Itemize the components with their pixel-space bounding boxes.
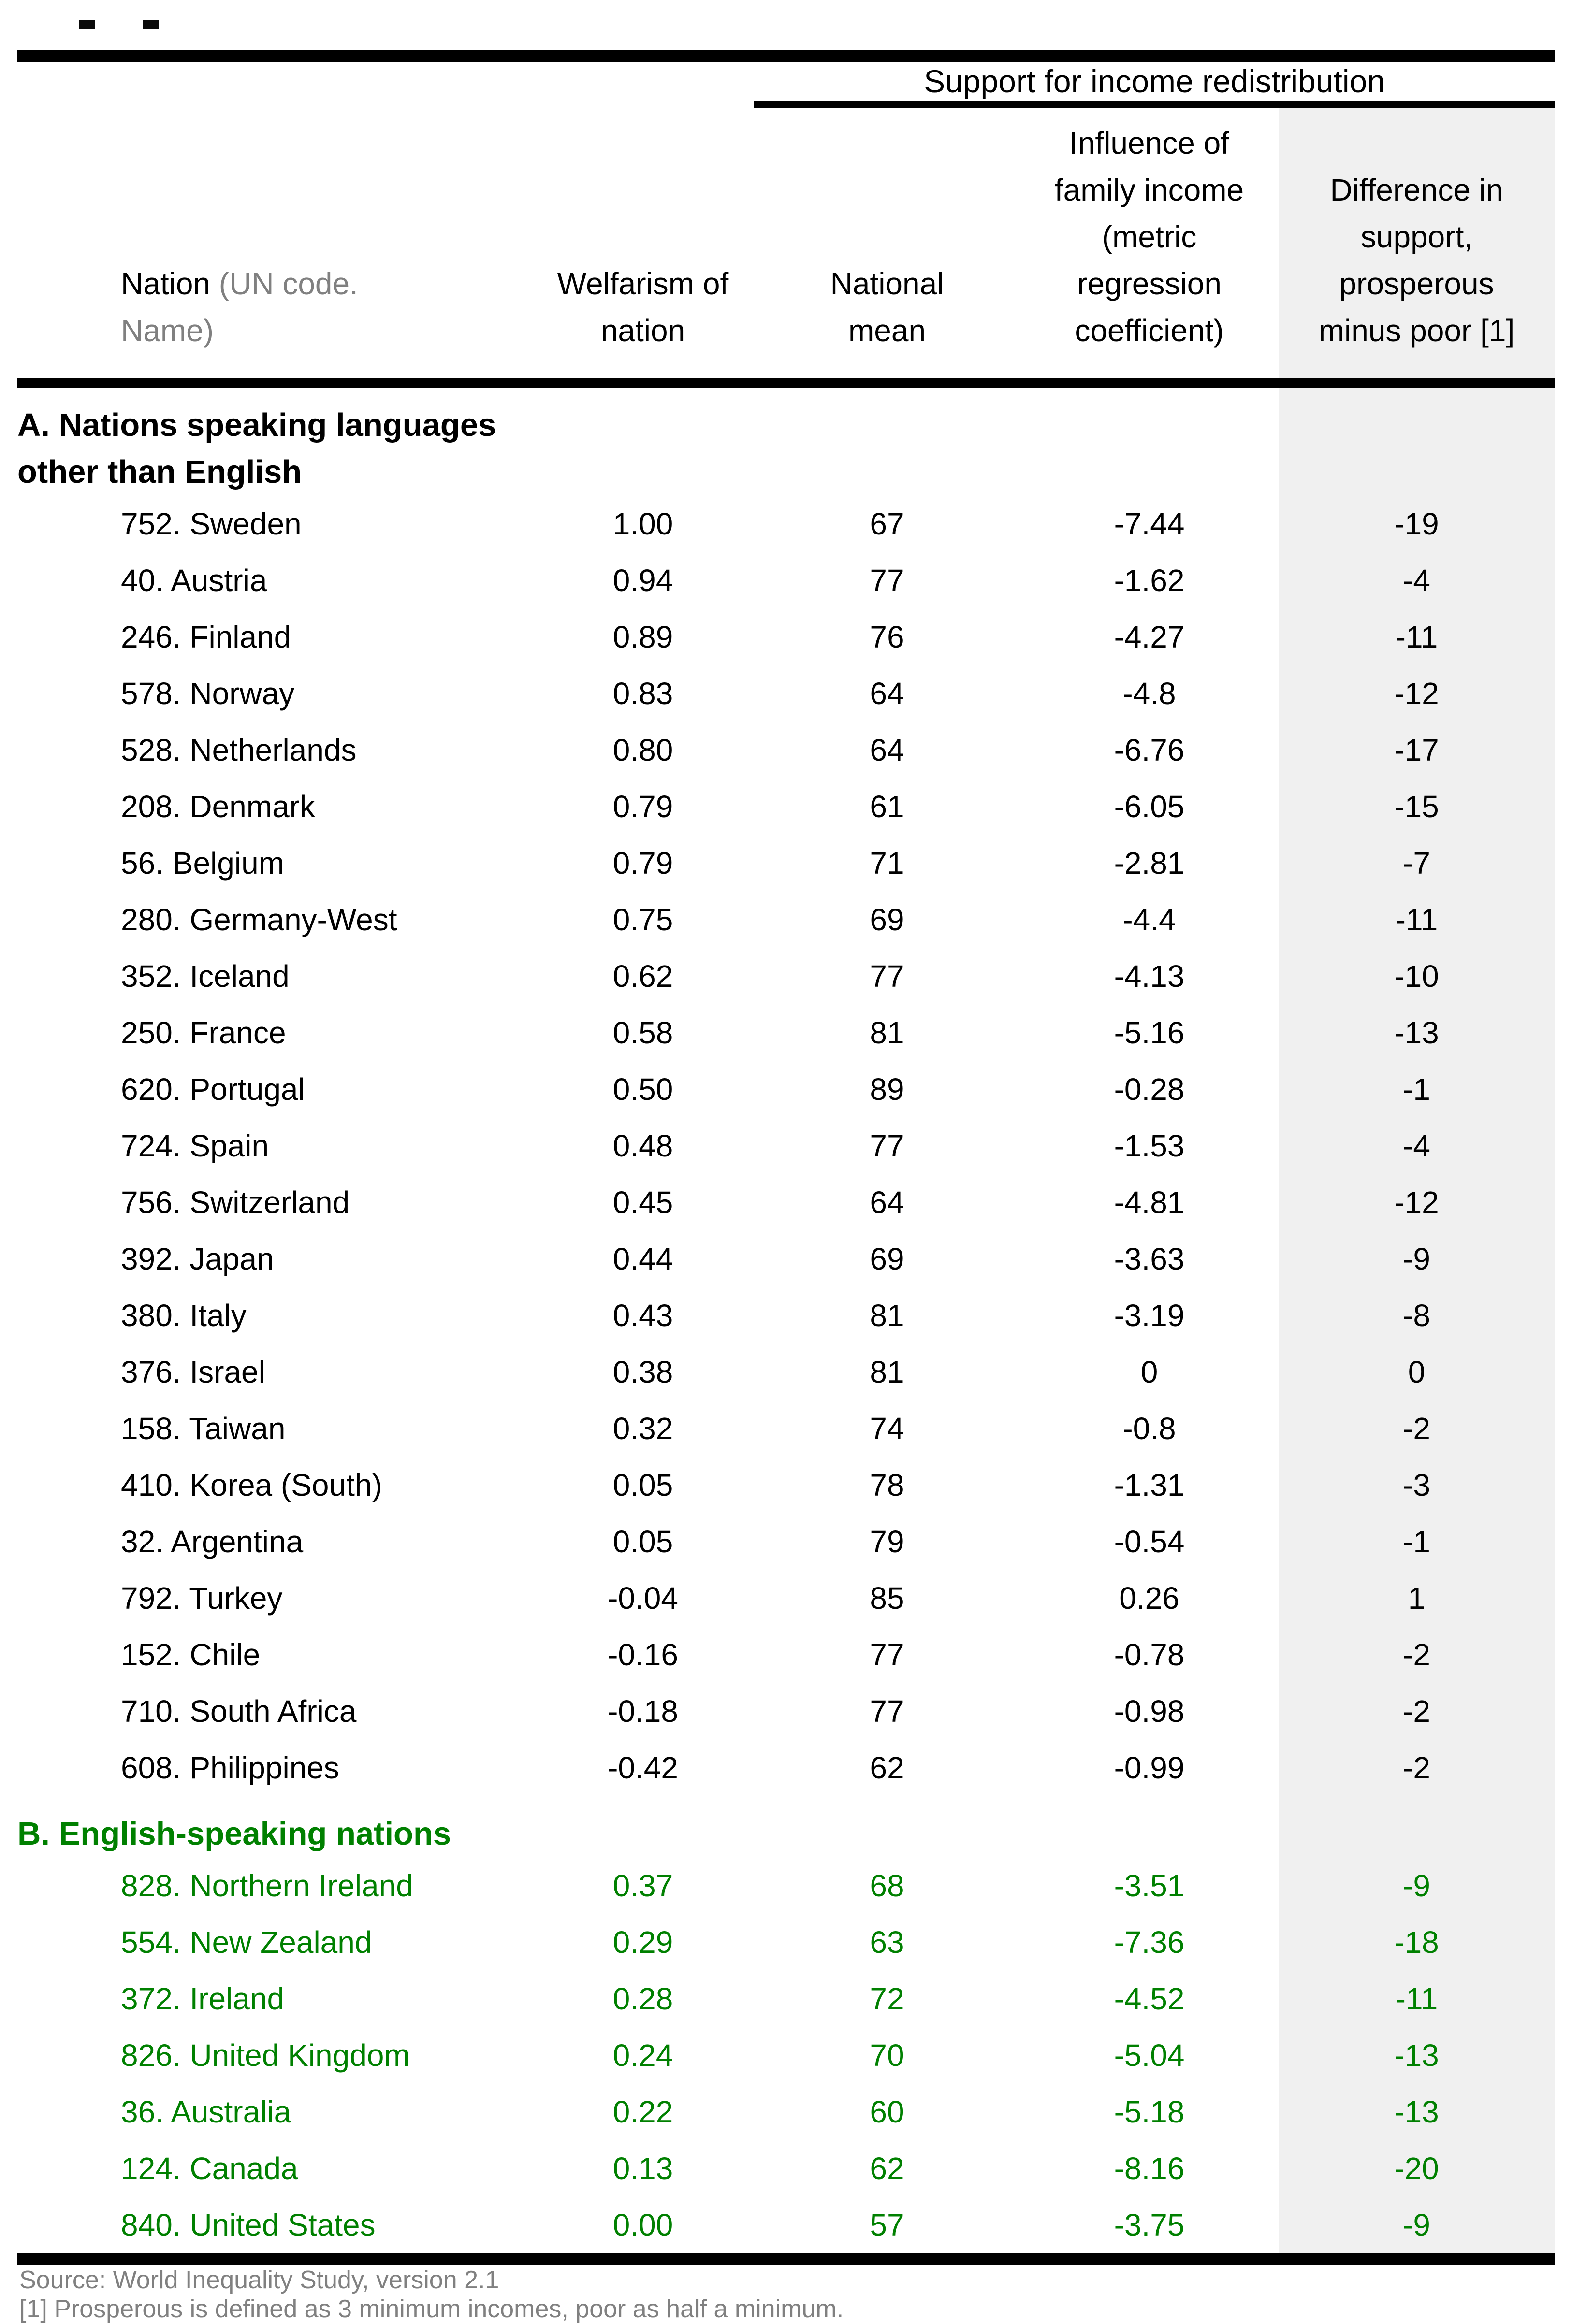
national-mean-cell: 64 (870, 676, 904, 711)
difference-cell: -12 (1394, 1184, 1439, 1220)
spanner-title: Support for income redistribution (924, 63, 1385, 99)
welfarism-cell: 0.22 (612, 2094, 673, 2129)
difference-cell: -11 (1395, 1981, 1438, 2016)
nation-cell: 756. Switzerland (121, 1184, 350, 1220)
table-row (17, 1970, 1555, 2027)
difference-cell: -10 (1394, 958, 1439, 994)
header-line: mean (848, 313, 926, 348)
national-mean-cell: 76 (870, 619, 904, 654)
welfarism-cell: 0.00 (612, 2207, 673, 2242)
nation-cell: 250. France (121, 1015, 286, 1050)
influence-cell: -5.18 (1114, 2094, 1185, 2129)
nation-cell: 158. Taiwan (121, 1411, 286, 1446)
difference-cell: -18 (1394, 1924, 1439, 1960)
welfarism-cell: 0.58 (612, 1015, 673, 1050)
section-header-a (17, 402, 1555, 495)
col-header-welfarism (532, 108, 754, 378)
national-mean-cell: 85 (870, 1580, 904, 1616)
welfarism-cell: 0.94 (612, 563, 673, 598)
table-row (17, 552, 1555, 608)
influence-cell: -8.16 (1114, 2151, 1185, 2186)
data-table (17, 50, 1555, 2265)
nation-cell: 608. Philippines (121, 1750, 339, 1785)
table-row (17, 1570, 1555, 1626)
welfarism-cell: 0.37 (612, 1868, 673, 1903)
welfarism-cell: -0.18 (608, 1693, 678, 1729)
nation-cell: 620. Portugal (121, 1071, 305, 1107)
influence-cell: -3.19 (1114, 1298, 1185, 1333)
table-row (17, 1457, 1555, 1513)
bottom-rule (17, 2253, 1555, 2265)
column-headers (17, 108, 1555, 378)
table-row (17, 495, 1555, 552)
welfarism-cell: 0.62 (612, 958, 673, 994)
influence-cell: 0.26 (1119, 1580, 1179, 1616)
national-mean-cell: 77 (870, 958, 904, 994)
influence-cell: -2.81 (1114, 845, 1185, 881)
section-header-b (17, 1810, 1555, 1857)
col-header-national-mean (754, 108, 1020, 378)
table-row (17, 2140, 1555, 2196)
welfarism-cell: 0.05 (612, 1524, 673, 1559)
nation-cell: 280. Germany-West (121, 902, 397, 937)
table-row (17, 835, 1555, 891)
col-header-nation (17, 108, 532, 378)
national-mean-cell: 62 (870, 1750, 904, 1785)
nation-header-sub2: Name) (121, 313, 214, 348)
nation-cell: 826. United Kingdom (121, 2037, 410, 2073)
welfarism-cell: -0.04 (608, 1580, 678, 1616)
influence-cell: -0.54 (1114, 1524, 1185, 1559)
welfarism-cell: 0.48 (612, 1128, 673, 1163)
welfarism-cell: 0.29 (612, 1924, 673, 1960)
national-mean-cell: 69 (870, 1241, 904, 1276)
welfarism-cell: 0.50 (612, 1071, 673, 1107)
national-mean-cell: 77 (870, 1693, 904, 1729)
difference-cell: -17 (1394, 732, 1439, 767)
influence-cell: -5.16 (1114, 1015, 1185, 1050)
header-line: Welfarism of (557, 266, 729, 301)
section-header-line: A. Nations speaking languages (17, 407, 496, 443)
nation-cell: 36. Australia (121, 2094, 291, 2129)
national-mean-cell: 57 (870, 2207, 904, 2242)
table-row (17, 1683, 1555, 1739)
header-line: prosperous (1339, 266, 1494, 301)
welfarism-cell: 0.75 (612, 902, 673, 937)
nation-cell: 376. Israel (121, 1354, 265, 1389)
welfarism-cell: 0.83 (612, 676, 673, 711)
influence-cell: 0 (1140, 1354, 1158, 1389)
nation-cell: 352. Iceland (121, 958, 290, 994)
difference-cell: -9 (1403, 1241, 1430, 1276)
national-mean-cell: 72 (870, 1981, 904, 2016)
difference-cell: -7 (1403, 845, 1430, 881)
national-mean-cell: 74 (870, 1411, 904, 1446)
nation-cell: 392. Japan (121, 1241, 274, 1276)
welfarism-cell: 0.32 (612, 1411, 673, 1446)
national-mean-cell: 69 (870, 902, 904, 937)
difference-cell: 0 (1408, 1354, 1426, 1389)
influence-cell: -0.78 (1114, 1637, 1185, 1672)
nation-cell: 554. New Zealand (121, 1924, 372, 1960)
influence-cell: -4.8 (1122, 676, 1176, 711)
welfarism-cell: 0.79 (612, 845, 673, 881)
header-line: support, (1360, 219, 1473, 254)
influence-cell: -1.62 (1114, 563, 1185, 598)
col-header-difference (1279, 108, 1555, 378)
table-row (17, 2196, 1555, 2253)
influence-cell: -0.8 (1122, 1411, 1176, 1446)
welfarism-cell: 0.79 (612, 789, 673, 824)
header-line: family income (1054, 173, 1244, 207)
nation-header-main: Nation (121, 266, 210, 301)
header-rule (17, 378, 1555, 388)
footnote: [1] Prosperous is defined as 3 minimum incomes, poor as half a minimum. (19, 2295, 844, 2323)
difference-cell: -9 (1403, 1868, 1430, 1903)
nation-cell: 724. Spain (121, 1128, 269, 1163)
welfarism-cell: 0.45 (612, 1184, 673, 1220)
source-note: Source: World Inequality Study, version 2.1 (19, 2266, 499, 2294)
influence-cell: -6.76 (1114, 732, 1185, 767)
nation-cell: 56. Belgium (121, 845, 284, 881)
section-header-line: B. English-speaking nations (17, 1816, 451, 1852)
influence-cell: -7.36 (1114, 1924, 1185, 1960)
national-mean-cell: 70 (870, 2037, 904, 2073)
table-row (17, 1174, 1555, 1230)
table-row (17, 1739, 1555, 1796)
footer (19, 2266, 844, 2324)
top-rule (17, 50, 1555, 62)
national-mean-cell: 81 (870, 1298, 904, 1333)
table-row (17, 1343, 1555, 1400)
difference-cell: -4 (1403, 563, 1430, 598)
table-row (17, 722, 1555, 778)
national-mean-cell: 67 (870, 506, 904, 541)
national-mean-cell: 71 (870, 845, 904, 881)
welfarism-cell: 0.38 (612, 1354, 673, 1389)
welfarism-cell: -0.42 (608, 1750, 678, 1785)
difference-cell: -20 (1394, 2151, 1439, 2186)
header-line: minus poor [1] (1318, 313, 1515, 348)
table-row (17, 1626, 1555, 1683)
nation-cell: 710. South Africa (121, 1693, 357, 1729)
influence-cell: -3.63 (1114, 1241, 1185, 1276)
table-row (17, 2083, 1555, 2140)
welfarism-cell: 0.24 (612, 2037, 673, 2073)
table-row (17, 1914, 1555, 1970)
influence-cell: -0.99 (1114, 1750, 1185, 1785)
welfarism-cell: 0.05 (612, 1467, 673, 1502)
welfarism-cell: -0.16 (608, 1637, 678, 1672)
national-mean-cell: 78 (870, 1467, 904, 1502)
difference-cell: -1 (1403, 1071, 1430, 1107)
cropped-text-remnant (79, 20, 95, 29)
nation-cell: 828. Northern Ireland (121, 1868, 413, 1903)
national-mean-cell: 77 (870, 563, 904, 598)
nation-cell: 208. Denmark (121, 789, 315, 824)
nation-cell: 752. Sweden (121, 506, 302, 541)
difference-cell: -8 (1403, 1298, 1430, 1333)
header-line: coefficient) (1075, 313, 1224, 348)
table-body (17, 402, 1555, 2253)
welfarism-cell: 0.44 (612, 1241, 673, 1276)
table-row (17, 608, 1555, 665)
difference-cell: -4 (1403, 1128, 1430, 1163)
difference-cell: -12 (1394, 676, 1439, 711)
influence-cell: -4.13 (1114, 958, 1185, 994)
national-mean-cell: 77 (870, 1128, 904, 1163)
influence-cell: -0.98 (1114, 1693, 1185, 1729)
difference-cell: -13 (1394, 2094, 1439, 2129)
national-mean-cell: 62 (870, 2151, 904, 2186)
table-row (17, 948, 1555, 1004)
nation-cell: 124. Canada (121, 2151, 298, 2186)
header-line: (metric (1102, 219, 1197, 254)
influence-cell: -4.81 (1114, 1184, 1185, 1220)
difference-cell: -2 (1403, 1693, 1430, 1729)
header-line: regression (1077, 266, 1222, 301)
welfarism-cell: 1.00 (612, 506, 673, 541)
welfarism-cell: 0.28 (612, 1981, 673, 2016)
influence-cell: -6.05 (1114, 789, 1185, 824)
table-row (17, 1004, 1555, 1061)
col-header-influence (1020, 108, 1279, 378)
national-mean-cell: 60 (870, 2094, 904, 2129)
nation-cell: 372. Ireland (121, 1981, 285, 2016)
welfarism-cell: 0.43 (612, 1298, 673, 1333)
spanner-rule (754, 101, 1555, 108)
difference-cell: -2 (1403, 1411, 1430, 1446)
national-mean-cell: 64 (870, 1184, 904, 1220)
welfarism-cell: 0.80 (612, 732, 673, 767)
difference-cell: -2 (1403, 1750, 1430, 1785)
national-mean-cell: 63 (870, 1924, 904, 1960)
table-row (17, 2027, 1555, 2083)
spanner-header (754, 62, 1555, 101)
difference-cell: -9 (1403, 2207, 1430, 2242)
difference-cell: -13 (1394, 2037, 1439, 2073)
influence-cell: -1.53 (1114, 1128, 1185, 1163)
influence-cell: -3.51 (1114, 1868, 1185, 1903)
header-line: National (830, 266, 944, 301)
difference-cell: -11 (1395, 619, 1438, 654)
nation-cell: 528. Netherlands (121, 732, 357, 767)
cropped-text-remnant (143, 20, 159, 29)
influence-cell: -5.04 (1114, 2037, 1185, 2073)
national-mean-cell: 79 (870, 1524, 904, 1559)
nation-cell: 246. Finland (121, 619, 291, 654)
difference-cell: -3 (1403, 1467, 1430, 1502)
nation-cell: 40. Austria (121, 563, 267, 598)
influence-cell: -4.4 (1122, 902, 1176, 937)
nation-header-line1 (121, 260, 358, 307)
nation-cell: 410. Korea (South) (121, 1467, 382, 1502)
table-row (17, 1230, 1555, 1287)
influence-cell: -4.52 (1114, 1981, 1185, 2016)
header-line: nation (600, 313, 685, 348)
difference-cell: -1 (1403, 1524, 1430, 1559)
nation-header-sub1: (UN code. (218, 266, 358, 301)
national-mean-cell: 89 (870, 1071, 904, 1107)
nation-cell: 32. Argentina (121, 1524, 304, 1559)
table-row (17, 778, 1555, 835)
table-row (17, 1287, 1555, 1343)
influence-cell: -3.75 (1114, 2207, 1185, 2242)
table-row (17, 1400, 1555, 1457)
difference-cell: -19 (1394, 506, 1439, 541)
difference-cell: -2 (1403, 1637, 1430, 1672)
difference-cell: -13 (1394, 1015, 1439, 1050)
welfarism-cell: 0.13 (612, 2151, 673, 2186)
difference-cell: -11 (1395, 902, 1438, 937)
nation-cell: 578. Norway (121, 676, 295, 711)
national-mean-cell: 81 (870, 1015, 904, 1050)
national-mean-cell: 61 (870, 789, 904, 824)
influence-cell: -0.28 (1114, 1071, 1185, 1107)
table-row (17, 1513, 1555, 1570)
welfarism-cell: 0.89 (612, 619, 673, 654)
difference-cell: 1 (1408, 1580, 1426, 1616)
table-row (17, 1117, 1555, 1174)
influence-cell: -4.27 (1114, 619, 1185, 654)
table-row (17, 1061, 1555, 1117)
header-line: Difference in (1330, 173, 1503, 207)
section-header-line: other than English (17, 454, 302, 490)
national-mean-cell: 77 (870, 1637, 904, 1672)
national-mean-cell: 64 (870, 732, 904, 767)
nation-cell: 840. United States (121, 2207, 376, 2242)
influence-cell: -1.31 (1114, 1467, 1185, 1502)
influence-cell: -7.44 (1114, 506, 1185, 541)
header-line: Influence of (1069, 126, 1229, 160)
difference-cell: -15 (1394, 789, 1439, 824)
nation-cell: 792. Turkey (121, 1580, 283, 1616)
national-mean-cell: 81 (870, 1354, 904, 1389)
nation-cell: 380. Italy (121, 1298, 247, 1333)
table-row (17, 665, 1555, 722)
nation-cell: 152. Chile (121, 1637, 261, 1672)
table-row (17, 1857, 1555, 1914)
national-mean-cell: 68 (870, 1868, 904, 1903)
table-row (17, 891, 1555, 948)
